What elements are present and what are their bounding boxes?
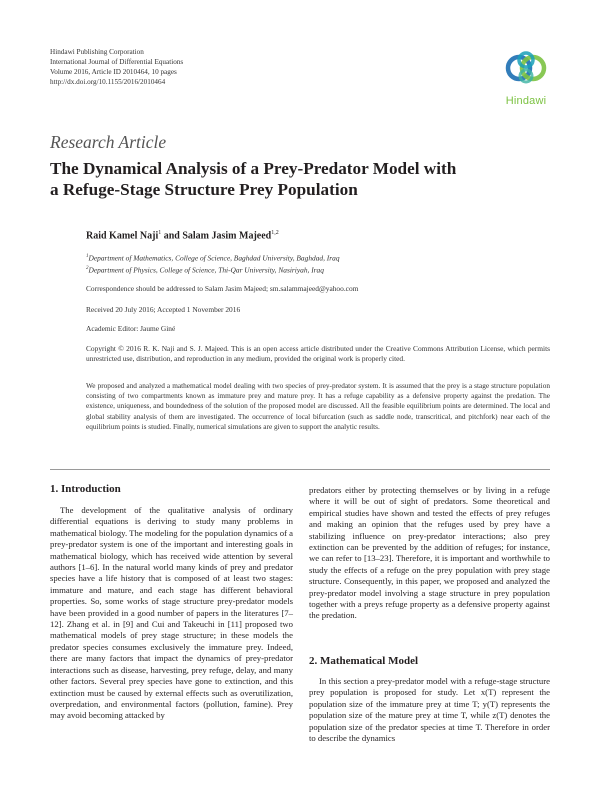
title-line-1: The Dynamical Analysis of a Prey-Predator Model with: [50, 159, 457, 178]
author-1-sup: 1: [158, 230, 162, 236]
article-type: Research Article: [50, 132, 167, 152]
model-column: [309, 676, 550, 744]
intro-right-column: [309, 485, 550, 622]
journal-line: International Journal of Differential Equations: [50, 58, 184, 66]
section-1-heading: 1. Introduction: [50, 483, 121, 495]
hindawi-logo: [496, 48, 556, 110]
copyright-notice: Copyright © 2016 R. K. Naji and S. J. Majeed. This is an open access article distributed under the Creative Commons Attribution License, which permits unrestricted use, distribution, and reproduction in any medium, provided the original work is properly cited.: [86, 344, 550, 364]
affiliation-2-text: Department of Physics, College of Science, Thi-Qar University, Nasiriyah, Iraq: [88, 265, 324, 275]
title-line-2: a Refuge-Stage Structure Prey Population: [50, 180, 358, 199]
authors: [86, 230, 279, 241]
author-2-sup: 1,2: [271, 230, 279, 236]
publisher-line: Hindawi Publishing Corporation: [50, 48, 144, 56]
intro-left-column: [50, 505, 293, 722]
section-divider: [50, 469, 550, 470]
model-paragraph: In this section a prey-predator model with a refuge-stage structure prey population is proposed for study. Let x(T) represent the population size of the immature prey at time T; y(T) represents the population size of the mature prey at time T, while z(T) denotes the population size of the predator species at time T. Therefore in order to describe the dynamics: [309, 676, 550, 744]
doi-link[interactable]: http://dx.doi.org/10.1155/2016/2010464: [50, 78, 166, 86]
affiliation-1: [86, 252, 340, 263]
affiliation-2: [86, 264, 324, 275]
affiliation-1-sup: 1: [86, 254, 89, 259]
volume-line: Volume 2016, Article ID 2010464, 10 pages: [50, 68, 177, 76]
logo-text: Hindawi: [505, 95, 547, 107]
hindawi-logo-icon: [496, 48, 556, 94]
correspondence: Correspondence should be addressed to Salam Jasim Majeed; sm.salammajeed@yahoo.com: [86, 284, 359, 293]
author-1: Raid Kamel Naji: [86, 230, 159, 242]
abstract: We proposed and analyzed a mathematical model dealing with two species of prey-predator system. It is assumed that the prey is a stage structure population consisting of two compartments known as immature prey and mature prey. It has a refuge capability as a defensive property against the predation. The existence, uniqueness, and boundedness of the solution of the proposed model are discussed. All the feasible equilibrium points are determined. The local and global stability analysis of them are investigated. The occurrence of local bifurcation (such as saddle node, transcritical, and pitchfork) near each of the equilibrium points is studied. Finally, numerical simulations are given to support the analytic results.: [86, 381, 550, 431]
author-and: and: [161, 230, 183, 242]
paper-title: [50, 158, 550, 200]
affiliation-1-text: Department of Mathematics, College of Science, Baghdad University, Baghdad, Iraq: [88, 253, 340, 263]
section-2-heading: 2. Mathematical Model: [309, 655, 419, 667]
intro-paragraph: The development of the qualitative analysis of ordinary differential equations is deriving to study many problems in mathematical biology. The modeling for the population dynamics of a prey-predator system is one of the important and interesting goals in mathematical biology, which has received wide attention by several authors [1–6]. In the natural world many kinds of prey and predator species have a life history that is composed of at least two stages: immature and mature, and each stage has different behavioral properties. So, some works of stage structure prey-predator models have been provided in a good number of papers in the literatures [7–12]. Zhang et al. in [9] and Cui and Takeuchi in [11] proposed two mathematical models of prey stage structure; in these models the predator species consumes exclusively the immature prey. Indeed, there are many factors that impact the dynamics of prey-predator interactions such as disease, harvesting, prey refuge, delay, and many other factors. Several prey species have gone to extinction, and this extinction must be caused by external effects such as overutilization, overpredation, and environmental factors (pollution, famine). Prey may avoid becoming attacked by: [50, 505, 293, 721]
received-dates: Received 20 July 2016; Accepted 1 November 2016: [86, 305, 241, 314]
affiliation-2-sup: 2: [86, 266, 89, 271]
author-2: Salam Jasim Majeed: [182, 230, 272, 242]
academic-editor: Academic Editor: Jaume Giné: [86, 324, 176, 333]
intro-paragraph-cont: predators either by protecting themselves or by living in a refuge where it will be out of sight of predators. Some theoretical and empirical studies have shown and tested the effects of prey refuges and making an opinion that the refuges used by prey have a stabilizing influence on prey-predator interactions; also prey extinction can be prevented by the addition of refuges; for instance, we can refer to [13–23]. Therefore, it is important and worthwhile to study the effects of a refuge on the prey population with prey stage structure. Consequently, in this paper, we proposed and analyzed the prey-predator model involving a stage structure in prey population together with a preys refuge property as a defensive property against the predation.: [309, 485, 550, 621]
